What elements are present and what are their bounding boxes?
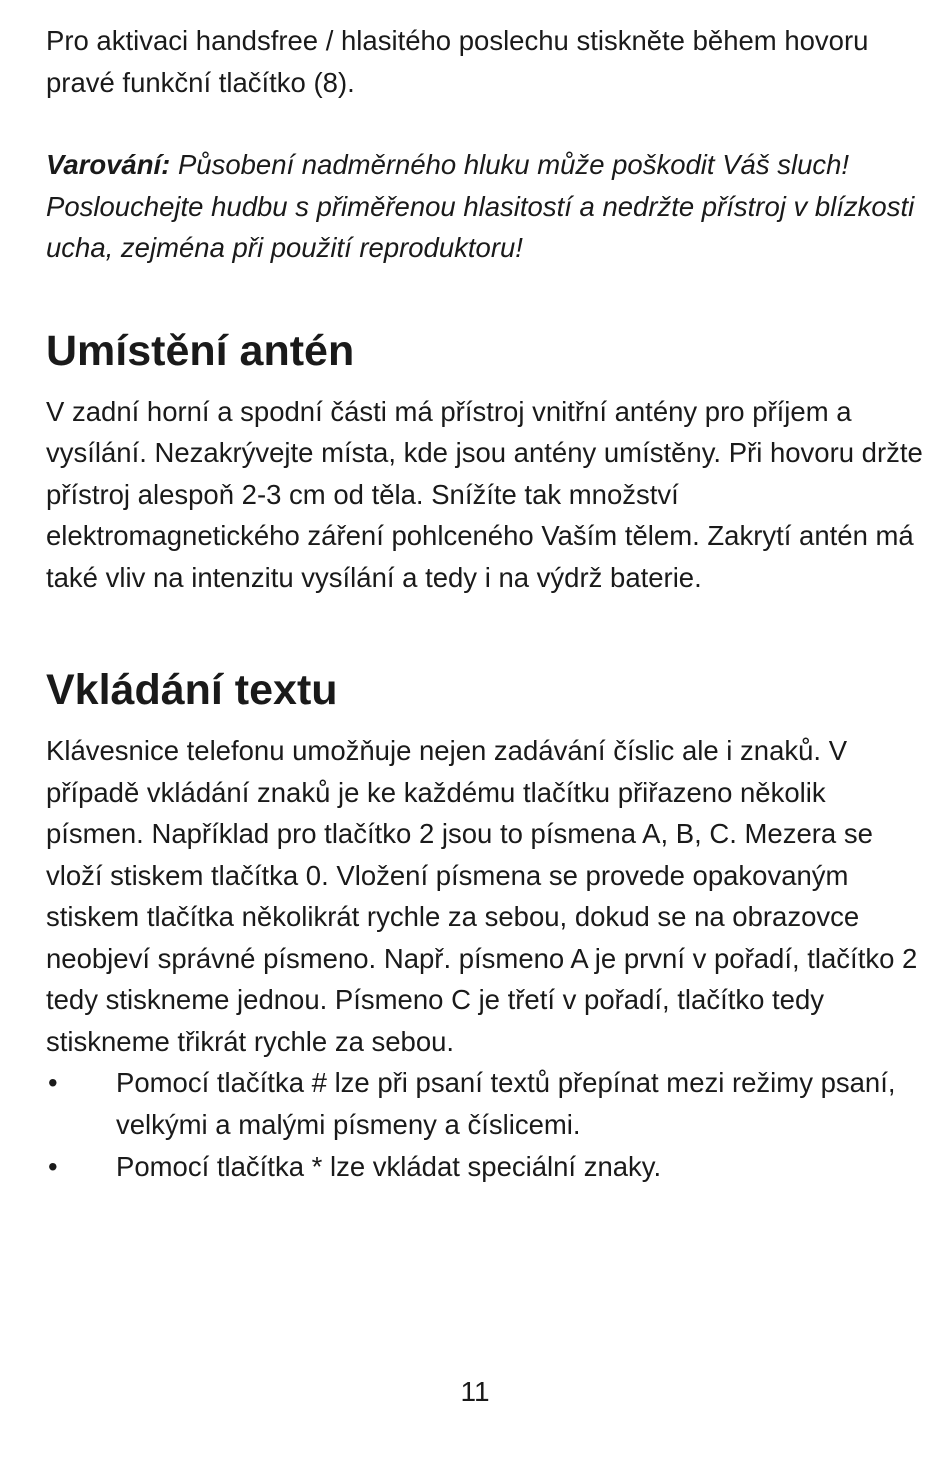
antenna-heading: Umístění antén <box>46 326 355 375</box>
page-number: 11 <box>460 1376 490 1407</box>
intro-paragraph: Pro aktivaci handsfree / hlasitého poslechu stiskněte během hovoru pravé funkční tlačítko (8). <box>46 25 869 98</box>
warning-text: Působení nadměrného hluku může poškodit Váš sluch! Poslouchejte hudbu s přiměřenou hlasitostí a nedržte přístroj v blízkosti ucha, zejména při použití reproduktoru! <box>46 149 915 263</box>
text-input-heading: Vkládání textu <box>46 666 338 714</box>
bullet-icon: • <box>48 1067 58 1098</box>
list-item <box>46 1146 926 1188</box>
list-item-text: Pomocí tlačítka # lze při psaní textů přepínat mezi režimy psaní, velkými a malými písmeny a číslicemi. <box>116 1067 896 1140</box>
bullet-list <box>46 1062 926 1188</box>
warning-label: Varování: <box>46 149 171 180</box>
antenna-paragraph: V zadní horní a spodní části má přístroj vnitřní antény pro příjem a vysílání. Nezakrývejte místa, kde jsou antény umístěny. Při hovoru držte přístroj alespoň 2-3 cm od těla. Snížíte tak množství elektromagnetického záření pohlceného Vaším tělem. Zakrytí antén má také vliv na intenzitu vysílání a tedy i na výdrž baterie. <box>46 395 923 593</box>
list-item-text: Pomocí tlačítka * lze vkládat speciální znaky. <box>116 1151 662 1182</box>
document-page <box>46 20 926 1188</box>
text-input-paragraph: Klávesnice telefonu umožňuje nejen zadávání číslic ale i znaků. V případě vkládání znaků je ke každému tlačítku přiřazeno několik písmen. Například pro tlačítko 2 jsou to písmena A, B, C. Mezera se vloží stiskem tlačítka 0. Vložení písmena se provede opakovaným stiskem tlačítka několikrát rychle za sebou, dokud se na obrazovce neobjeví správné písmeno. Např. písmeno A je první v pořadí, tlačítko 2 tedy stiskneme jednou. Písmeno C je třetí v pořadí, tlačítko tedy stiskneme třikrát rychle za sebou. <box>46 735 918 1057</box>
warning-paragraph <box>46 144 926 269</box>
list-item <box>46 1062 926 1145</box>
bullet-icon: • <box>48 1151 58 1182</box>
